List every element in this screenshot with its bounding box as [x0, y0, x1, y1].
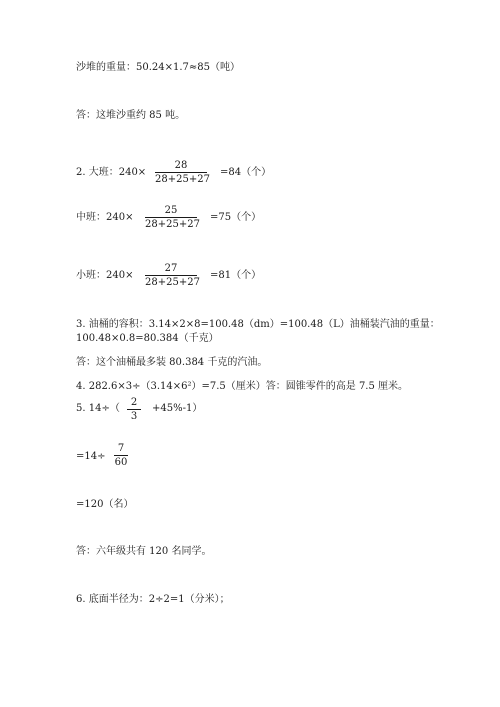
q5-suffix: +45%-1） [152, 403, 203, 414]
q5-step-2-prefix: =14÷ [76, 451, 106, 462]
q2-small-suffix: =81（个） [210, 270, 262, 281]
q2-small-prefix: 小班：240× [76, 270, 134, 281]
q3-line-2: 100.48×0.8=80.384（千克） [76, 333, 219, 344]
fraction-bar [145, 275, 197, 276]
q2-large-prefix: 2. 大班：240× [76, 167, 147, 178]
q2-small-fraction [145, 263, 200, 288]
q2-middle-prefix: 中班：240× [76, 212, 134, 223]
q5-answer: 答：六年级共有 120 名同学。 [76, 546, 212, 557]
q4-line: 4. 282.6×3÷（3.14×6²）=7.5（厘米）答：圆锥零件的高是 7.5 厘米。 [76, 381, 409, 392]
q5-fraction-1-numerator: 2 [130, 397, 138, 408]
q2-large-numerator: 28 [174, 160, 188, 171]
q3-line-1: 3. 油桶的容积：3.14×2×8=100.48（dm）=100.48（L）油桶装汽油的重量： [76, 319, 440, 330]
q2-small-numerator: 27 [164, 263, 178, 274]
q2-large-denominator: 28+25+27 [155, 174, 210, 185]
q5-fraction-2-numerator: 7 [117, 443, 125, 454]
q2-middle-denominator: 28+25+27 [145, 219, 200, 230]
q5-fraction-2-denominator: 60 [114, 457, 128, 468]
q2-middle-suffix: =75（个） [210, 212, 262, 223]
sand-weight-line: 沙堆的重量：50.24×1.7≈85（吨） [76, 62, 241, 73]
q5-fraction-2 [114, 443, 128, 468]
fraction-bar [114, 455, 128, 456]
fraction-bar [155, 172, 207, 173]
q2-small-denominator: 28+25+27 [145, 277, 200, 288]
q2-large-fraction [155, 160, 210, 185]
q5-fraction-1 [127, 397, 141, 422]
fraction-bar [127, 409, 141, 410]
q5-step-3: =120（名） [76, 499, 134, 510]
q6-line: 6. 底面半径为：2÷2=1（分米）； [76, 594, 230, 605]
q5-fraction-1-denominator: 3 [130, 411, 138, 422]
answer-1: 答：这堆沙重约 85 吨。 [76, 110, 186, 121]
q5-prefix: 5. 14÷（ [76, 403, 120, 414]
q2-large-suffix: =84（个） [220, 167, 272, 178]
fraction-bar [145, 217, 197, 218]
q3-answer: 答：这个油桶最多装 80.384 千克的汽油。 [76, 357, 268, 368]
q2-middle-fraction [145, 205, 200, 230]
q2-middle-numerator: 25 [164, 205, 178, 216]
